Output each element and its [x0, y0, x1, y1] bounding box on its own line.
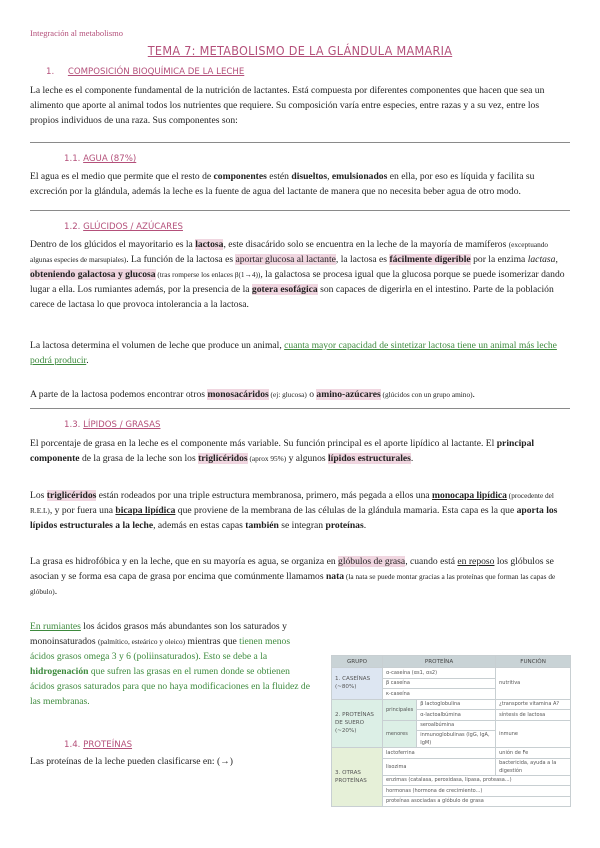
divider: [30, 408, 570, 409]
paragraph-monosacaridos: A parte de la lactosa podemos encontrar otros monosacáridos (ej: glucosa) o amino-azúcares (glúcidos con un grupo amino).: [30, 389, 475, 400]
table-cell: lactoferrina: [383, 748, 496, 759]
group-otras-proteinas: 3. OTRAS PROTEÍNAS: [332, 748, 383, 807]
paragraph-rumiantes: En rumiantes los ácidos grasos más abundantes son los saturados y monoinsaturados (palmítico, esteárico y oleico) mientras que tienen menos ácidos grasos omega 3 y 6 (poliinsaturados). Esto se debe a la hidrogenación que sufren las grasas en el rumen donde se obtienen ácidos grasos saturados para que no haya modificaciones en la fluidez de las membranas.: [30, 621, 310, 707]
table-header: PROTEÍNA: [383, 656, 496, 668]
subgroup-menores: menores: [383, 720, 417, 748]
table-cell: síntesis de lactosa: [496, 710, 571, 721]
paragraph-lipidos-1: El porcentaje de grasa en la leche es el componente más variable. Su función principal es el aporte lipídico al lactante. El principal componente de la grasa de la leche son los triglicéridos (aprox 95%) y algunos lípidos estructurales.: [30, 438, 535, 464]
section-heading-proteinas: 1.4. PROTEÍNAS: [64, 740, 133, 750]
section-heading-lipidos: 1.3. LÍPIDOS / GRASAS: [64, 420, 161, 430]
paragraph-intro: La leche es el componente fundamental de la nutrición de lactantes. Está compuesta por diferentes componentes que hacen que sea un alimento que aporte al animal todos los nutrientes que requiere. Su composición varía entre especies, entre razas y a su vez, entre los propios individuos de una raza. Sus componentes son:: [30, 85, 545, 126]
table-cell: inmune: [496, 720, 571, 748]
table-cell: proteínas asociadas a glóbulo de grasa: [383, 796, 571, 807]
table-cell: hormonas (hormona de crecimiento...): [383, 786, 571, 797]
table-cell: α-caseína (αs1, αs2): [383, 668, 496, 679]
table-header: FUNCIÓN: [496, 656, 571, 668]
table-cell: β caseína: [383, 678, 496, 689]
table-cell: enzimas (catalasa, peroxidasa, lipasa, proteasa...): [383, 775, 571, 786]
proteins-table: [331, 655, 571, 807]
table-cell: β lactoglobulina: [417, 699, 496, 710]
table-cell: lisozima: [383, 758, 496, 775]
paragraph-agua: El agua es el medio que permite que el resto de componentes estén disueltos, emulsionados en ella, por eso es líquida y facilita su excreción por la glándula, además la leche es la fuente de agua del lactante de manera que no necesita beber agua de otro modo.: [30, 171, 535, 197]
table-cell: inmunoglobulinas (IgG, IgA, IgM): [417, 731, 496, 748]
divider: [30, 210, 570, 211]
paragraph-proteinas: Las proteínas de la leche pueden clasificarse en: (→): [30, 756, 233, 767]
table-cell: bactericida, ayuda a la digestión: [496, 758, 571, 775]
section-heading-composicion: 1. COMPOSICIÓN BIOQUÍMICA DE LA LECHE: [46, 67, 245, 77]
table-cell: κ-caseína: [383, 689, 496, 700]
paragraph-lipidos-3: La grasa es hidrofóbica y en la leche, que en su mayoría es agua, se organiza en glóbulos de grasa, cuando está en reposo los glóbulos se asocian y se forma esa capa de grasa por encima que comúnmente llamamos nata (la nata se puede montar gracias a las proteínas que forman las capas de glóbulo).: [30, 556, 556, 597]
table-cell: ¿transporte vitamina A?: [496, 699, 571, 710]
table-cell: α-lactoalbúmina: [417, 710, 496, 721]
table-cell: unión de Fe: [496, 748, 571, 759]
group-proteinas-suero: 2. PROTEÍNAS DE SUERO (~20%): [332, 699, 383, 748]
divider: [30, 142, 570, 143]
section-heading-glucidos: 1.2. GLÚCIDOS / AZÚCARES: [64, 222, 183, 232]
table-cell: seroalbúmina: [417, 720, 496, 731]
group-caseinas: 1. CASEÍNAS (~80%): [332, 668, 383, 700]
paragraph-glucidos: Dentro de los glúcidos el mayoritario es la lactosa, este disacárido solo se encuentra en la leche de la mayoría de mamíferos (exceptuando algunas especies de marsupiales). La función de la lactosa es aportar glucosa al lactante, la lactosa es fácilmente digerible por la enzima lactasa, obteniendo galactosa y glucosa (tras romperse los enlaces β(1→4)), la galactosa se procesa igual que la glucosa porque se puede isomerizar dando lugar a ella. Los rumiantes además, por la presencia de la gotera esofágica son capaces de digerirla en el intestino. Parte de la población carece de lactasa lo que provoca intolerancia a la lactosa.: [30, 239, 565, 310]
paragraph-lactosa-volumen: La lactosa determina el volumen de leche que produce un animal, cuanta mayor capacidad de sintetizar lactosa tiene un animal más leche podrá producir.: [30, 340, 557, 366]
table-header: GRUPO: [332, 656, 383, 668]
section-heading-agua: 1.1. AGUA (87%): [64, 154, 137, 164]
paragraph-lipidos-2: Los triglicéridos están rodeados por una triple estructura membranosa, primero, más pegada a ellos una monocapa lipídica (procedente del R.E.L), y por fuera una bicapa lipídica que proviene de la membrana de las células de la glándula mamaria. Esta capa es la que aporta los lípidos estructurales a la leche, además en estas capas también se integran proteínas.: [30, 490, 558, 531]
table-cell: nutritiva: [496, 668, 571, 700]
subgroup-principales: principales: [383, 699, 417, 720]
header-text: Integración al metabolismo: [30, 28, 123, 38]
page-title: TEMA 7: METABOLISMO DE LA GLÁNDULA MAMARIA: [147, 43, 453, 58]
